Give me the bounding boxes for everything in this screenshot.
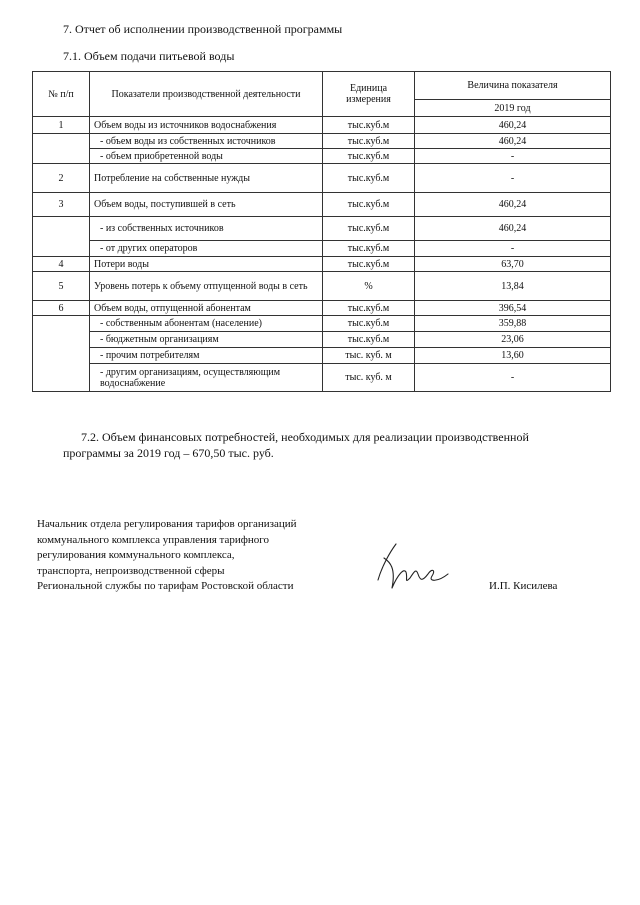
cell-indicator: Потребление на собственные нужды [90,164,323,193]
table-row [33,332,611,348]
table-row [33,149,611,164]
finance-paragraph-line1: 7.2. Объем финансовых потребностей, необходимых для реализации производственной [81,430,529,444]
cell-indicator: Объем воды из источников водоснабжения [90,117,323,134]
header-indicator: Показатели производственной деятельности [90,72,323,117]
cell-unit: тыс.куб.м [323,332,415,348]
table-row [33,117,611,134]
signatory-line: Региональной службы по тарифам Ростовской области [37,580,294,593]
cell-num: 6 [33,301,90,316]
cell-unit: тыс.куб.м [323,149,415,164]
cell-num: 1 [33,117,90,134]
cell-value: - [415,149,611,164]
cell-unit: тыс. куб. м [323,348,415,364]
cell-indicator: - бюджетным организациям [90,332,323,348]
cell-value: 460,24 [415,193,611,217]
cell-value: 13,60 [415,348,611,364]
cell-value: 359,88 [415,316,611,332]
signatory-line: транспорта, непроизводственной сферы [37,564,225,577]
cell-value: 23,06 [415,332,611,348]
section-subtitle: 7.1. Объем подачи питьевой воды [63,49,235,63]
header-year: 2019 год [415,100,611,117]
cell-indicator: - собственным абонентам (население) [90,316,323,332]
handwritten-signature [370,538,450,598]
finance-paragraph-line2: программы за 2019 год – 670,50 тыс. руб. [63,446,274,460]
cell-value: 460,24 [415,217,611,241]
cell-value: 460,24 [415,134,611,149]
signatory-line: Начальник отдела регулирования тарифов организаций [37,518,297,530]
cell-value: - [415,241,611,257]
cell-num: 3 [33,193,90,217]
cell-indicator: Объем воды, поступившей в сеть [90,193,323,217]
cell-unit: тыс.куб.м [323,257,415,272]
cell-unit: тыс.куб.м [323,241,415,257]
cell-value: 396,54 [415,301,611,316]
table-row [33,217,611,241]
cell-num [33,217,90,257]
cell-indicator: - прочим потребителям [90,348,323,364]
cell-num: 4 [33,257,90,272]
table-row [33,241,611,257]
cell-indicator: - от других операторов [90,241,323,257]
signatory-line: коммунального комплекса управления тарифного [37,533,269,546]
signatory-name: И.П. Кисилева [489,580,558,592]
cell-unit: тыс.куб.м [323,316,415,332]
production-program-table [32,71,611,392]
table-row [33,348,611,364]
cell-indicator: - объем воды из собственных источников [90,134,323,149]
cell-unit: тыс.куб.м [323,301,415,316]
cell-indicator: - из собственных источников [90,217,323,241]
table-row [33,164,611,193]
table-row [33,272,611,301]
header-value: Величина показателя [415,72,611,100]
cell-unit: тыс.куб.м [323,217,415,241]
cell-indicator: Объем воды, отпущенной абонентам [90,301,323,316]
cell-num: 5 [33,272,90,301]
table-row [33,316,611,332]
cell-unit: тыс.куб.м [323,193,415,217]
cell-indicator: - объем приобретенной воды [90,149,323,164]
cell-value: - [415,364,611,392]
cell-unit: тыс. куб. м [323,364,415,392]
table-row [33,364,611,392]
cell-value: 460,24 [415,117,611,134]
signatory-line: регулирования коммунального комплекса, [37,549,235,562]
table-row [33,134,611,149]
header-unit: Единица измерения [323,72,415,117]
table-row [33,301,611,316]
signatory-position [37,517,297,595]
cell-value: 13,84 [415,272,611,301]
cell-num [33,316,90,392]
cell-unit: тыс.куб.м [323,117,415,134]
cell-indicator: - другим организациям, осуществляющим водоснабжение [90,364,323,392]
table-row [33,257,611,272]
cell-unit: тыс.куб.м [323,134,415,149]
cell-value: - [415,164,611,193]
cell-unit: % [323,272,415,301]
section-title: 7. Отчет об исполнении производственной программы [63,22,343,36]
cell-value: 63,70 [415,257,611,272]
cell-num: 2 [33,164,90,193]
cell-indicator: Уровень потерь к объему отпущенной воды в сеть [90,272,323,301]
table-row [33,193,611,217]
cell-unit: тыс.куб.м [323,164,415,193]
cell-num [33,134,90,164]
header-num: № п/п [33,72,90,117]
cell-indicator: Потери воды [90,257,323,272]
